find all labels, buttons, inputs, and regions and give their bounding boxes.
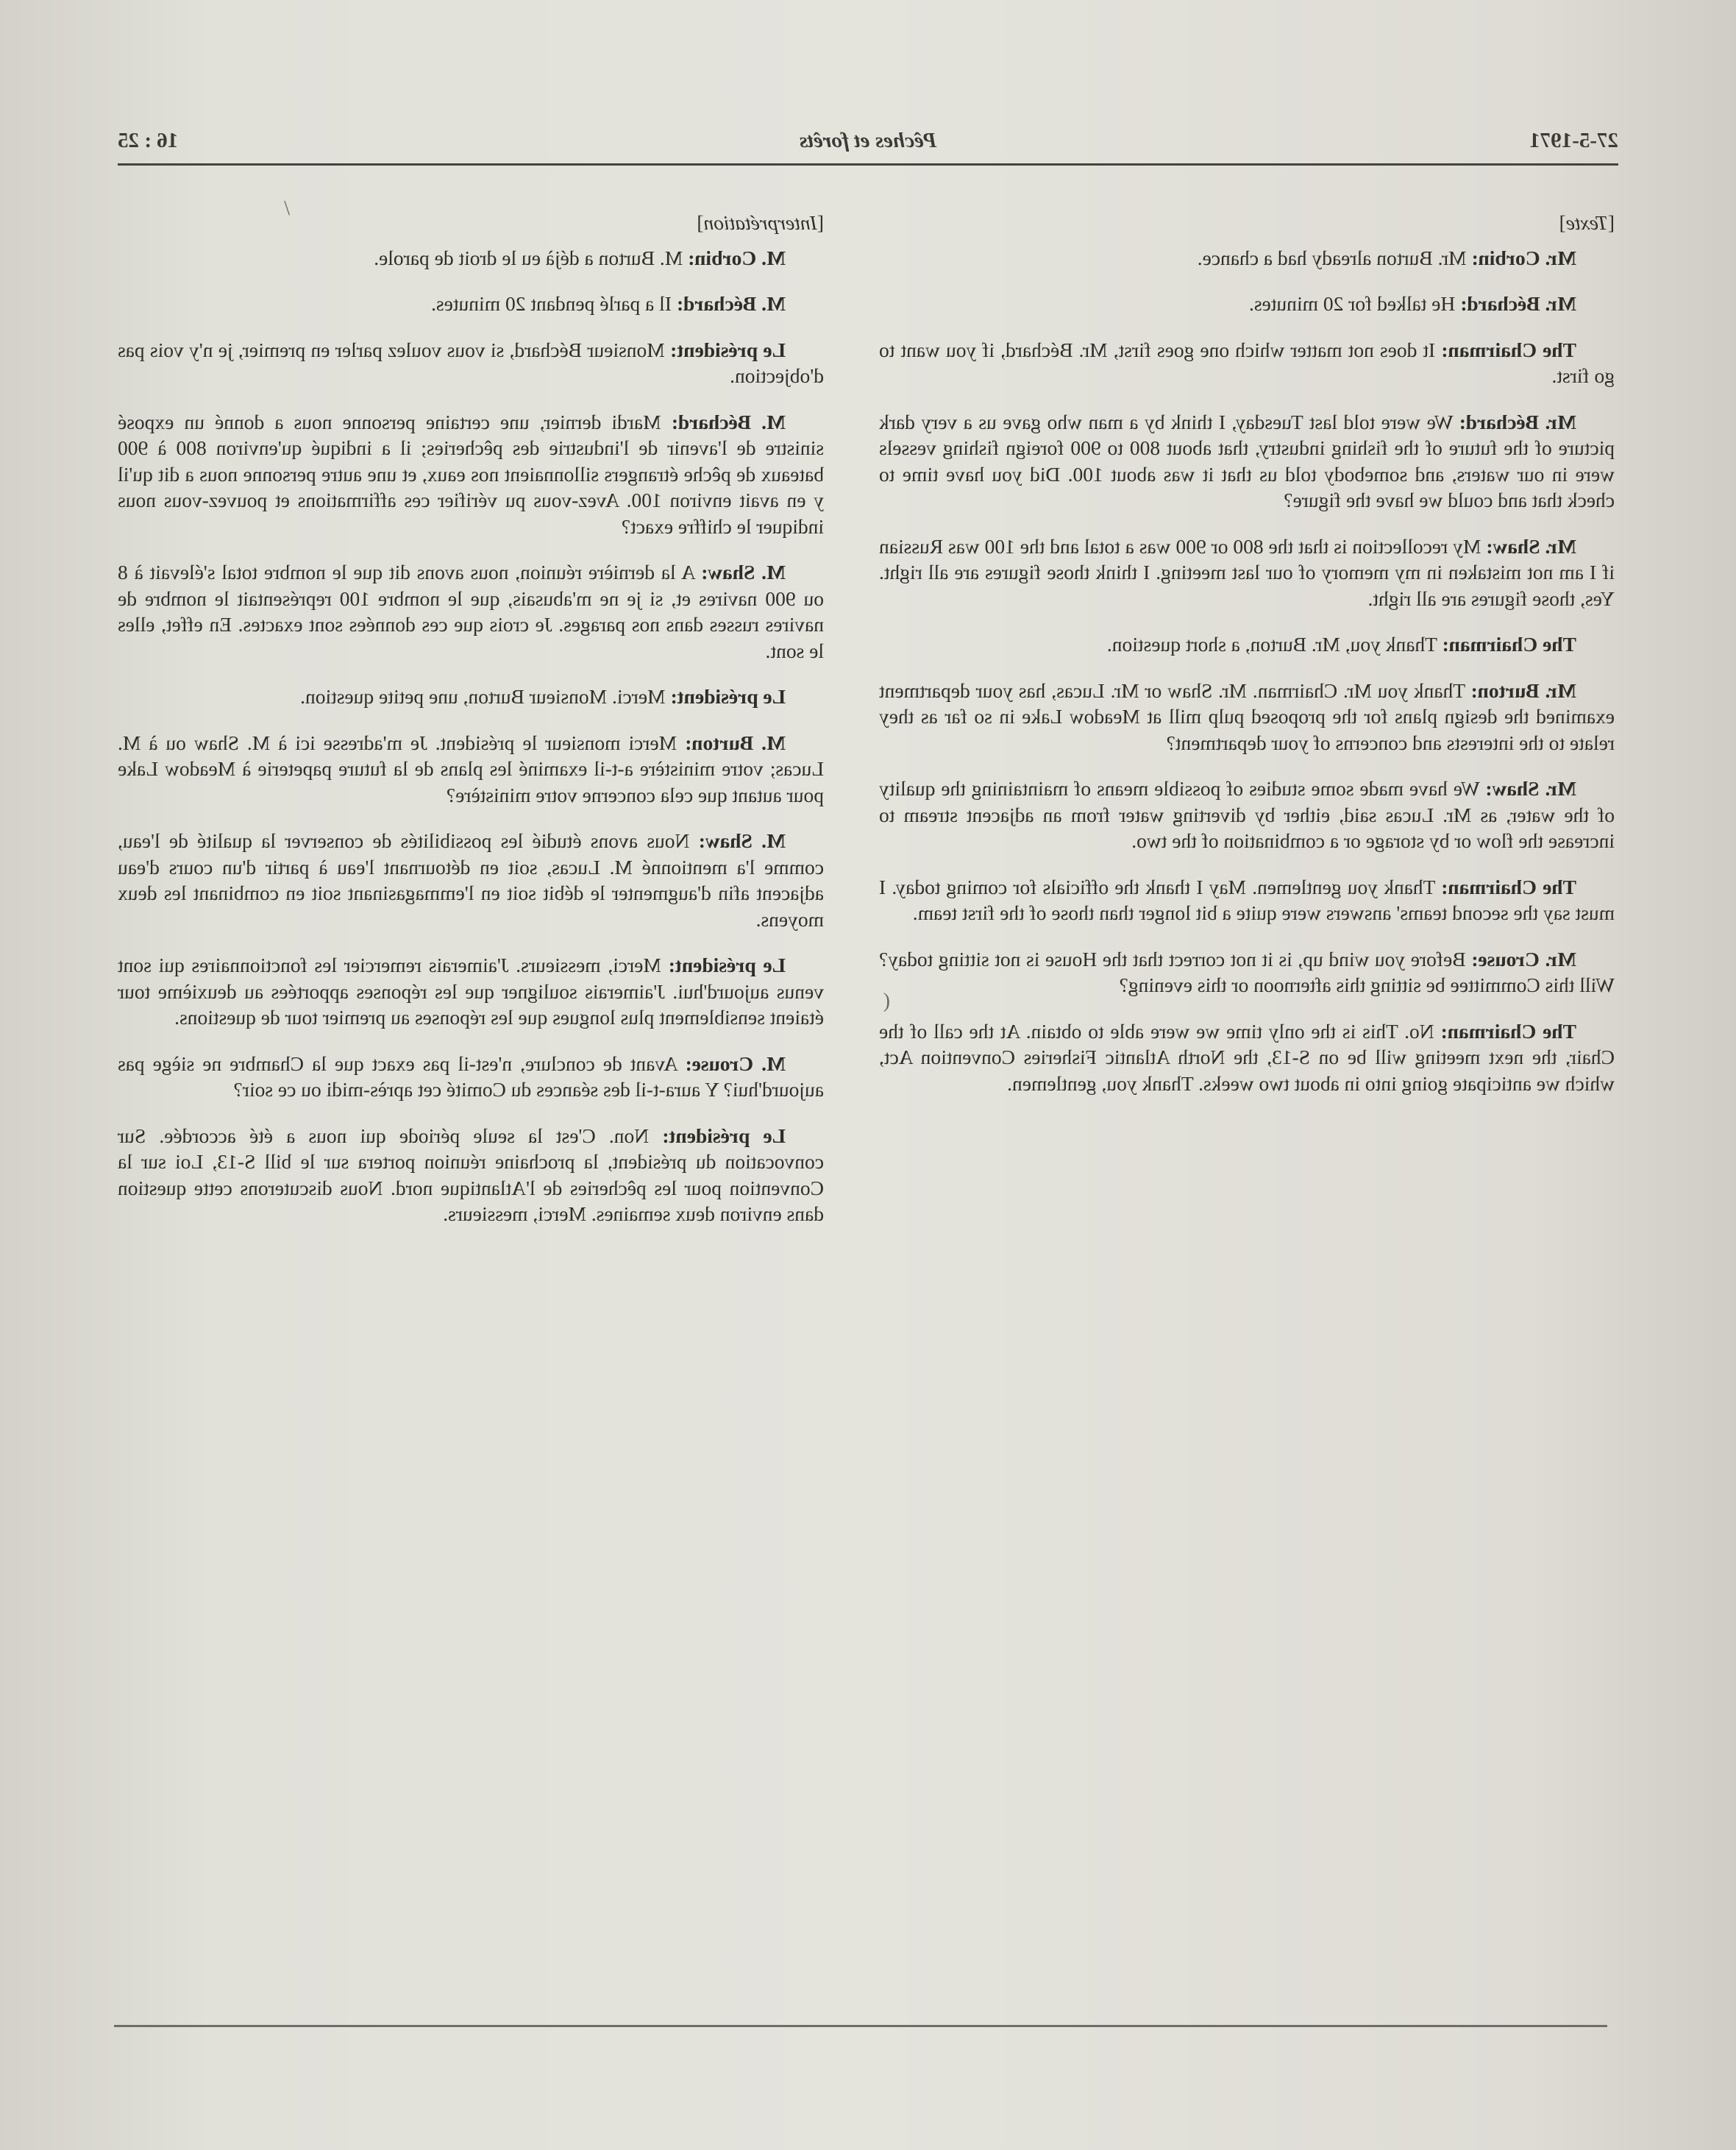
header-title: Pêches et forêts xyxy=(799,129,937,152)
speaker-name: Le président: xyxy=(670,338,786,361)
transcript-paragraph xyxy=(118,291,824,317)
speaker-name: Le président: xyxy=(668,954,786,976)
speaker-name: The Chairman: xyxy=(1441,875,1576,898)
english-column xyxy=(879,210,1615,1116)
french-column xyxy=(118,210,824,1247)
transcript-paragraph xyxy=(118,337,824,389)
speech-text: Merci. Monsieur Burton, une petite question. xyxy=(300,685,666,708)
speech-text: A la dernière réunion, nous avons dit que le nombre total s'élevait à 8 ou 900 navires et, si je ne m'abusais, que le nombre 100 représentait le nombre de navires russes dans nos parages. Je crois que ces données sont exactes. En effet, elles le sont. xyxy=(118,561,824,662)
speech-text: It does not matter which one goes first, Mr. Béchard, if you want to go first. xyxy=(878,338,1615,387)
speech-text: Before you wind up, is it not correct that the House is not sitting today? Will this Committee be sitting this afternoon or this evening? xyxy=(879,947,1615,996)
speech-text: Avant de conclure, n'est-il pas exact que la Chambre ne siège pas aujourd'hui? Y aura-t-il des séances du Comité cet après-midi ou ce soir? xyxy=(117,1051,824,1101)
transcript-paragraph xyxy=(879,291,1615,317)
speaker-name: Le président: xyxy=(662,1124,786,1147)
speaker-name: Mr. Shaw: xyxy=(1486,534,1576,558)
header-rule xyxy=(118,163,1618,166)
speaker-name: Mr. Burton: xyxy=(1470,678,1576,702)
transcript-paragraph xyxy=(118,409,824,540)
speech-text: M. Burton a déjà eu le droit de parole. xyxy=(374,246,683,269)
transcript-paragraph xyxy=(879,245,1615,272)
transcript-paragraph xyxy=(118,730,824,809)
speech-text: We were told last Tuesday, I think by a man who gave us a very dark picture of the future of the fishing industry, that about 800 to 900 foreign fishing vessels were in our waters, and somebody told us that it was about 100. Did you have time to check that and could we have the figure? xyxy=(879,410,1615,511)
running-header xyxy=(118,129,1618,166)
transcript-paragraph xyxy=(118,559,824,664)
speaker-name: M. Béchard: xyxy=(676,292,786,315)
speech-text: We have made some studies of possible means of maintaining the quality of the water, as Mr. Lucas said, either by diverting water from an adjacent stream to increase the flow or by storage or a combination of the two. xyxy=(879,777,1615,852)
language-tag-french: [ Interprétation ] xyxy=(118,210,824,236)
transcript-paragraph xyxy=(879,1018,1615,1097)
speaker-name: Mr. Béchard: xyxy=(1460,292,1576,315)
speech-text: Il a parlé pendant 20 minutes. xyxy=(431,292,672,315)
speech-text: Thank you, Mr. Burton, a short question. xyxy=(1106,633,1438,656)
speaker-name: The Chairman: xyxy=(1442,633,1576,656)
speaker-name: Mr. Shaw: xyxy=(1485,777,1576,800)
transcript-paragraph xyxy=(879,776,1615,854)
transcript-paragraph xyxy=(879,946,1615,998)
transcript-paragraph xyxy=(118,952,824,1031)
speech-text: Merci monsieur le président. Je m'adresse ici à M. Shaw ou à M. Lucas; votre ministère a-t-il examiné les plans de la future papeterie à Meadow Lake pour autant que cela concerne votre ministère? xyxy=(118,731,824,806)
speech-text: No. This is the only time we were able to obtain. At the call of the Chair, the next meeting will be on S-13, the North Atlantic Fisheries Convention Act, which we anticipate going into in about two weeks. Thank you, gentlemen. xyxy=(878,1019,1615,1095)
margin-slash-mark: / xyxy=(284,197,290,220)
speaker-name: The Chairman: xyxy=(1441,338,1576,361)
speech-text: My recollection is that the 800 or 900 was a total and the 100 was Russian if I am not mistaken in my memory of our last meeting. I think those figures are all right. Yes, those figures are all right. xyxy=(878,534,1615,610)
speaker-name: M. Shaw: xyxy=(701,561,786,583)
header-page-number: 16 : 25 xyxy=(118,129,179,152)
header-date: 27-5-1971 xyxy=(1529,129,1618,152)
speech-text: Merci, messieurs. J'aimerais remercier les fonctionnaires qui sont venus aujourd'hui. J'aimerais souligner que les réponses apportées au deuxième tour étaient sensiblement plus longues que les réponses au premier tour de questions. xyxy=(118,954,824,1029)
speaker-name: Le président: xyxy=(670,685,786,708)
transcript-paragraph xyxy=(118,1123,824,1227)
speaker-name: M. Burton: xyxy=(685,731,786,754)
speaker-name: M. Corbin: xyxy=(688,246,786,269)
speaker-name: Mr. Béchard: xyxy=(1459,410,1576,433)
speech-text: Thank you Mr. Chairman. Mr. Shaw or Mr. Lucas, has your department examined the design plans for the proposed pulp mill at Meadow Lake in so far as they relate to the interests and concerns of your department? xyxy=(879,678,1615,754)
speech-text: Nous avons étudié les possibilités de conserver la qualité de l'eau, comme l'a mentionné M. Lucas, soit en détournant l'eau à partir d'un cours d'eau adjacent afin d'augmenter le débit soit en l'emmagasinant soit en combinant les deux moyens. xyxy=(118,829,824,931)
transcript-paragraph xyxy=(879,533,1615,612)
speaker-name: M. Shaw: xyxy=(698,829,786,852)
speech-text: He talked for 20 minutes. xyxy=(1249,292,1456,315)
transcript-paragraph xyxy=(118,245,824,272)
transcript-paragraph xyxy=(118,828,824,932)
speech-text: Non. C'est la seule période qui nous a été accordée. Sur convocation du président, la prochaine réunion portera sur le bill S-13, Loi sur la Convention pour les pêcheries de l'Atlantique nord. Nous discuterons cette question dans environ deux semaines. Merci, messieurs. xyxy=(118,1124,824,1225)
speaker-name: The Chairman: xyxy=(1440,1019,1576,1043)
speech-text: Thank you gentlemen. May I thank the officials for coming today. I must say the second teams' answers were quite a bit longer than those of the first team. xyxy=(879,875,1615,924)
transcript-paragraph xyxy=(879,337,1615,389)
transcript-paragraph xyxy=(118,1051,824,1103)
speech-text: Mr. Burton already had a chance. xyxy=(1197,246,1467,269)
speaker-name: Mr. Crouse: xyxy=(1471,947,1576,971)
transcript-paragraph xyxy=(879,874,1615,926)
speech-text: Mardi dernier, une certaine personne nous a donné un exposé sinistre de l'avenir de l'industrie des pêcheries; il a indiqué qu'environ 800 à 900 bateaux de pêche étrangers sillonnaient nos eaux, et une autre personne nous a dit qu'il y en avait environ 100. Avez-vous pu vérifier ces affirmations et pouvez-vous nous indiquer le chiffre exact? xyxy=(118,410,824,538)
transcript-paragraph xyxy=(879,631,1615,658)
transcript-paragraph xyxy=(879,409,1615,514)
transcript-paragraph xyxy=(118,684,824,710)
speech-text: Monsieur Béchard, si vous voulez parler en premier, je n'y vois pas d'objection. xyxy=(117,338,824,387)
transcript-paragraph xyxy=(879,678,1615,756)
margin-bracket-mark: ( xyxy=(883,990,890,1012)
language-tag-english: [ Texte ] xyxy=(879,210,1615,236)
speaker-name: M. Crouse: xyxy=(685,1051,786,1075)
speaker-name: M. Béchard: xyxy=(671,410,786,433)
speaker-name: Mr. Corbin: xyxy=(1471,246,1576,269)
footer-rule xyxy=(114,2025,1607,2027)
